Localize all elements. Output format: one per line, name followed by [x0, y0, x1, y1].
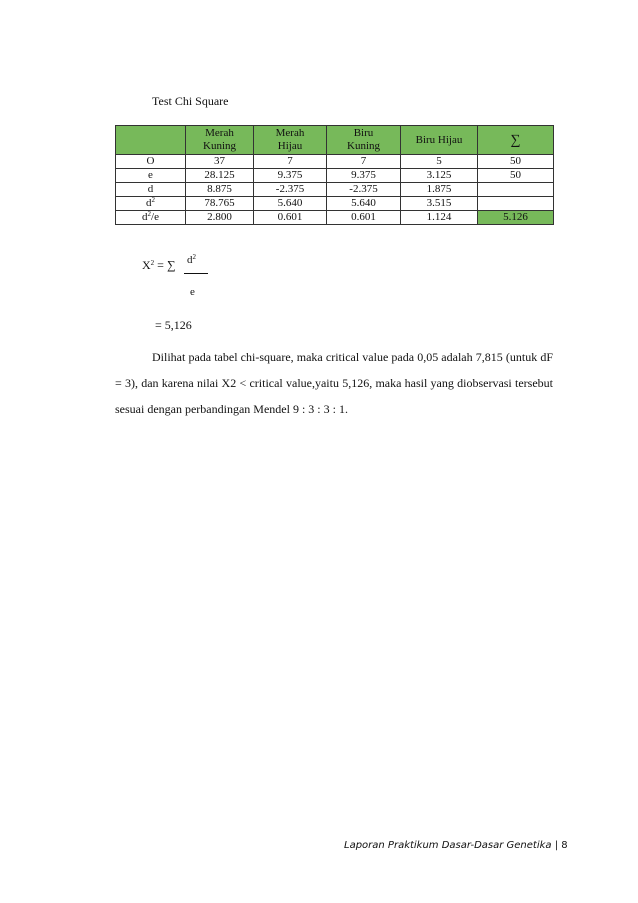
chi-square-formula [142, 258, 176, 273]
table-body [116, 155, 554, 225]
row-label: $d^2/e$ [116, 211, 186, 225]
column-header-2: Merah Hijau [254, 126, 327, 155]
footer-title: Laporan Praktikum Dasar-Dasar Genetika [344, 840, 552, 851]
row-label: d [116, 183, 186, 197]
conclusion-paragraph [115, 344, 553, 422]
column-header-3: Biru Kuning [327, 126, 401, 155]
table-cell: 0.601 [254, 211, 327, 225]
table-cell: 7 [327, 155, 401, 169]
fraction-denominator: e [190, 286, 195, 298]
column-header-5: ∑ [478, 126, 554, 155]
table-cell: 5.640 [254, 197, 327, 211]
table-cell: 5.126 [478, 211, 554, 225]
table-cell: 3.125 [401, 169, 478, 183]
numerator-text: d [187, 254, 193, 266]
column-header-0 [116, 126, 186, 155]
page-footer [344, 840, 568, 851]
table-cell: 2.800 [186, 211, 254, 225]
page-number: 8 [561, 840, 568, 851]
conclusion-text: Dilihat pada tabel chi-square, maka critical value pada 0,05 adalah 7,815 (untuk dF = 3), dan karena nilai X2 < critical value,yaitu 5,126, maka hasil yang diobservasi tersebut sesuai dengan perbandingan Mendel 9 : 3 : 3 : 1. [115, 350, 553, 416]
table-cell: 50 [478, 155, 554, 169]
fraction-bar [184, 273, 208, 274]
table-row [116, 155, 554, 169]
row-label: O [116, 155, 186, 169]
table-row [116, 183, 554, 197]
table-cell: 0.601 [327, 211, 401, 225]
table-cell: 5 [401, 155, 478, 169]
table-cell: 3.515 [401, 197, 478, 211]
table-cell: 1.875 [401, 183, 478, 197]
table-cell: 7 [254, 155, 327, 169]
table-cell: 28.125 [186, 169, 254, 183]
table-row [116, 197, 554, 211]
table-cell: 8.875 [186, 183, 254, 197]
chi-square-table [115, 125, 554, 225]
formula-lhs-exponent: 2 [150, 259, 155, 267]
table-cell [478, 197, 554, 211]
table-cell [478, 183, 554, 197]
table-header-row [116, 126, 554, 155]
table-cell: 37 [186, 155, 254, 169]
chi-square-result: = 5,126 [155, 318, 192, 332]
table-cell: -2.375 [254, 183, 327, 197]
column-header-4: Biru Hijau [401, 126, 478, 155]
table-row [116, 211, 554, 225]
table-cell: 1.124 [401, 211, 478, 225]
numerator-exponent: 2 [192, 253, 196, 261]
formula-lhs: X [142, 258, 151, 272]
column-header-1: Merah Kuning [186, 126, 254, 155]
table-cell: 9.375 [327, 169, 401, 183]
table-cell: 78.765 [186, 197, 254, 211]
row-label: e [116, 169, 186, 183]
row-label: $d^2$ [116, 197, 186, 211]
table-cell: 5.640 [327, 197, 401, 211]
formula-equals-sum: = ∑ [157, 258, 176, 272]
table-cell: -2.375 [327, 183, 401, 197]
table-cell: 50 [478, 169, 554, 183]
fraction-numerator [187, 254, 196, 266]
footer-separator: | [554, 840, 559, 851]
table-cell: 9.375 [254, 169, 327, 183]
section-title: Test Chi Square [152, 94, 229, 108]
table-row [116, 169, 554, 183]
